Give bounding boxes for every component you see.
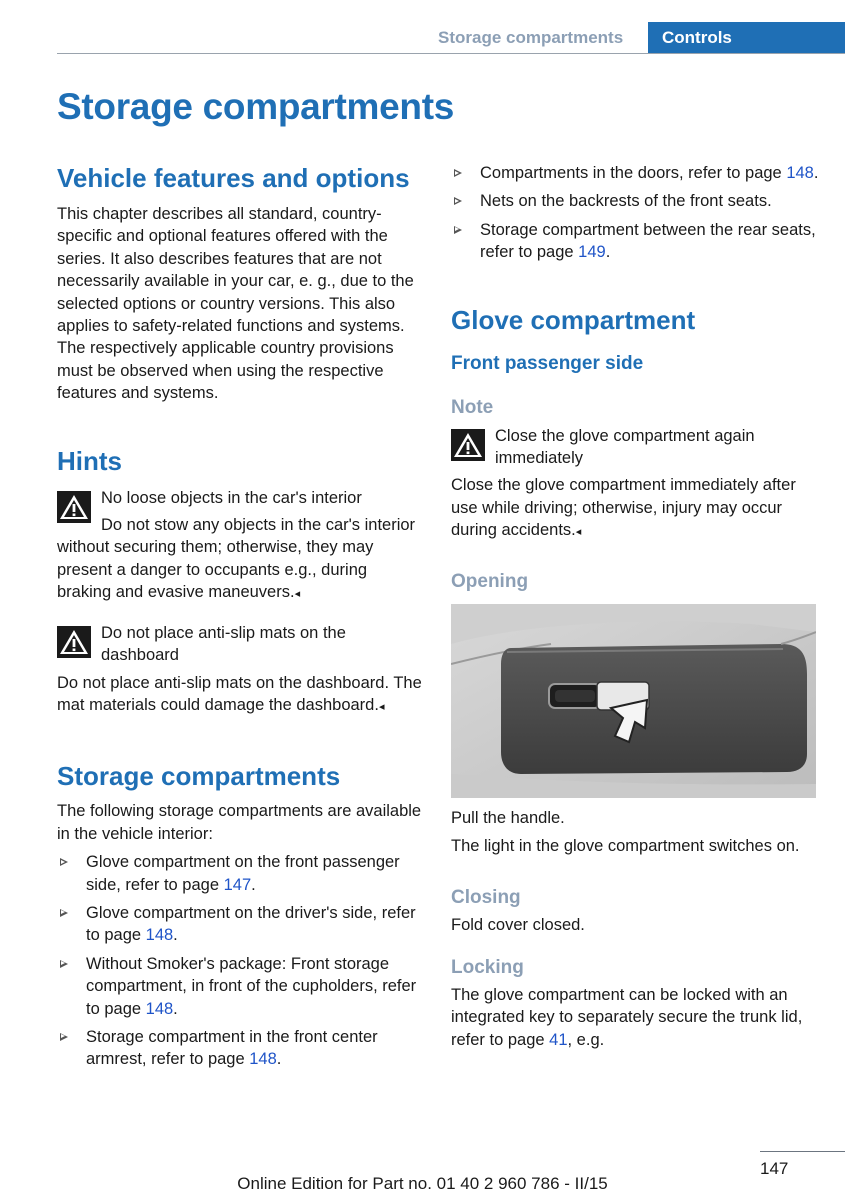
warning-title: Do not place anti-slip mats on the dashboard bbox=[101, 623, 346, 665]
page-reference-link[interactable]: 149 bbox=[578, 243, 606, 262]
page-reference-link[interactable]: 41 bbox=[549, 1030, 568, 1049]
page-reference-link[interactable]: 148 bbox=[145, 999, 174, 1018]
page-reference-link[interactable]: 147 bbox=[223, 875, 252, 894]
warning-title: Close the glove compartment again immediately bbox=[495, 426, 755, 468]
left-column bbox=[57, 162, 425, 1077]
list-item: Without Smoker's package: Front storage compartment, in front of the cupholders, refer to page 148. bbox=[57, 953, 425, 1020]
bullet-triangle-icon bbox=[454, 226, 462, 234]
list-item: Storage compartment in the front center armrest, refer to page 148. bbox=[57, 1026, 425, 1071]
storage-list-continued bbox=[451, 162, 821, 264]
closing-text: Fold cover closed. bbox=[451, 916, 585, 935]
locking-label: Locking bbox=[451, 956, 524, 978]
running-header-section: Storage compartments bbox=[438, 28, 624, 47]
note-label: Note bbox=[451, 396, 494, 418]
glove-heading: Glove compartment bbox=[451, 304, 696, 335]
list-item: Compartments in the doors, refer to page 148. bbox=[451, 162, 821, 184]
warning-title: No loose objects in the car's interior bbox=[101, 488, 362, 507]
page-reference-link[interactable]: 148 bbox=[249, 1050, 277, 1069]
warning-triangle-icon bbox=[57, 626, 91, 658]
page-title: Storage compartments bbox=[57, 86, 454, 127]
warning-body: Do not place anti-slip mats on the dashboard. The mat materials could damage the dashboard.◂ bbox=[57, 673, 422, 714]
bullet-triangle-icon bbox=[60, 960, 68, 968]
edition-footer: Online Edition for Part no. 01 40 2 960 786 - II/15 bbox=[237, 1174, 608, 1193]
warning-body: Close the glove compartment immediately after use while driving; otherwise, injury may occur during accidents.◂ bbox=[451, 476, 796, 540]
end-mark: ◂ bbox=[575, 526, 582, 539]
bullet-triangle-icon bbox=[60, 858, 68, 866]
storage-list bbox=[57, 851, 425, 1071]
glove-compartment-photo bbox=[451, 604, 816, 798]
end-mark: ◂ bbox=[378, 700, 385, 713]
page-reference-link[interactable]: 148 bbox=[786, 164, 814, 182]
page-reference-link[interactable]: 148 bbox=[145, 926, 174, 945]
storage-intro: The following storage compartments are available in the vehicle interior: bbox=[57, 802, 422, 843]
footer-rule bbox=[760, 1151, 845, 1152]
list-item: Glove compartment on the driver's side, refer to page 148. bbox=[57, 902, 425, 947]
right-column bbox=[451, 162, 821, 1051]
warning-triangle-icon bbox=[451, 429, 485, 461]
hints-heading: Hints bbox=[57, 445, 122, 476]
chapter-tab-label: Controls bbox=[662, 28, 732, 47]
opening-text-1: Pull the handle. bbox=[451, 808, 565, 827]
chapter-tab bbox=[648, 22, 845, 54]
end-mark: ◂ bbox=[294, 588, 301, 601]
bullet-triangle-icon bbox=[60, 1033, 68, 1041]
list-item: Storage compartment between the rear seats, refer to page 149. bbox=[451, 219, 821, 264]
warning-block-glove bbox=[451, 425, 821, 470]
storage-heading: Storage compartments bbox=[57, 761, 341, 792]
list-item: Glove compartment on the front passenger side, refer to page 147. bbox=[57, 851, 425, 896]
warning-block-loose-objects bbox=[57, 487, 425, 509]
bullet-triangle-icon bbox=[454, 197, 462, 205]
opening-text-2: The light in the glove compartment switches on. bbox=[451, 837, 800, 856]
vehicle-features-body: This chapter describes all standard, country-specific and optional features offered with the series. It also describes features that are not necessarily available in your car, e. g., due to the selected options or country versions. This also applies to safety-related functions and systems. The respectively applicable country provisions must be observed when using the respective features and systems. bbox=[57, 205, 414, 403]
list-item: Nets on the backrests of the front seats. bbox=[451, 190, 821, 212]
locking-text: The glove compartment can be locked with an integrated key to separately secure the trunk lid, refer to page 41, e.g. bbox=[451, 985, 803, 1049]
warning-body: Do not stow any objects in the car's interior without securing them; otherwise, they may present a danger to occupants e.g., during braking and evasive maneuvers.◂ bbox=[57, 516, 416, 602]
page-number: 147 bbox=[760, 1159, 789, 1178]
front-passenger-subheading: Front passenger side bbox=[451, 352, 644, 374]
header-rule bbox=[57, 53, 845, 54]
closing-label: Closing bbox=[451, 887, 521, 909]
warning-triangle-icon bbox=[57, 491, 91, 523]
bullet-triangle-icon bbox=[60, 909, 68, 917]
warning-block-anti-slip bbox=[57, 622, 425, 667]
vehicle-features-heading: Vehicle features and options bbox=[57, 163, 410, 193]
opening-label: Opening bbox=[451, 570, 529, 592]
bullet-triangle-icon bbox=[454, 169, 462, 177]
